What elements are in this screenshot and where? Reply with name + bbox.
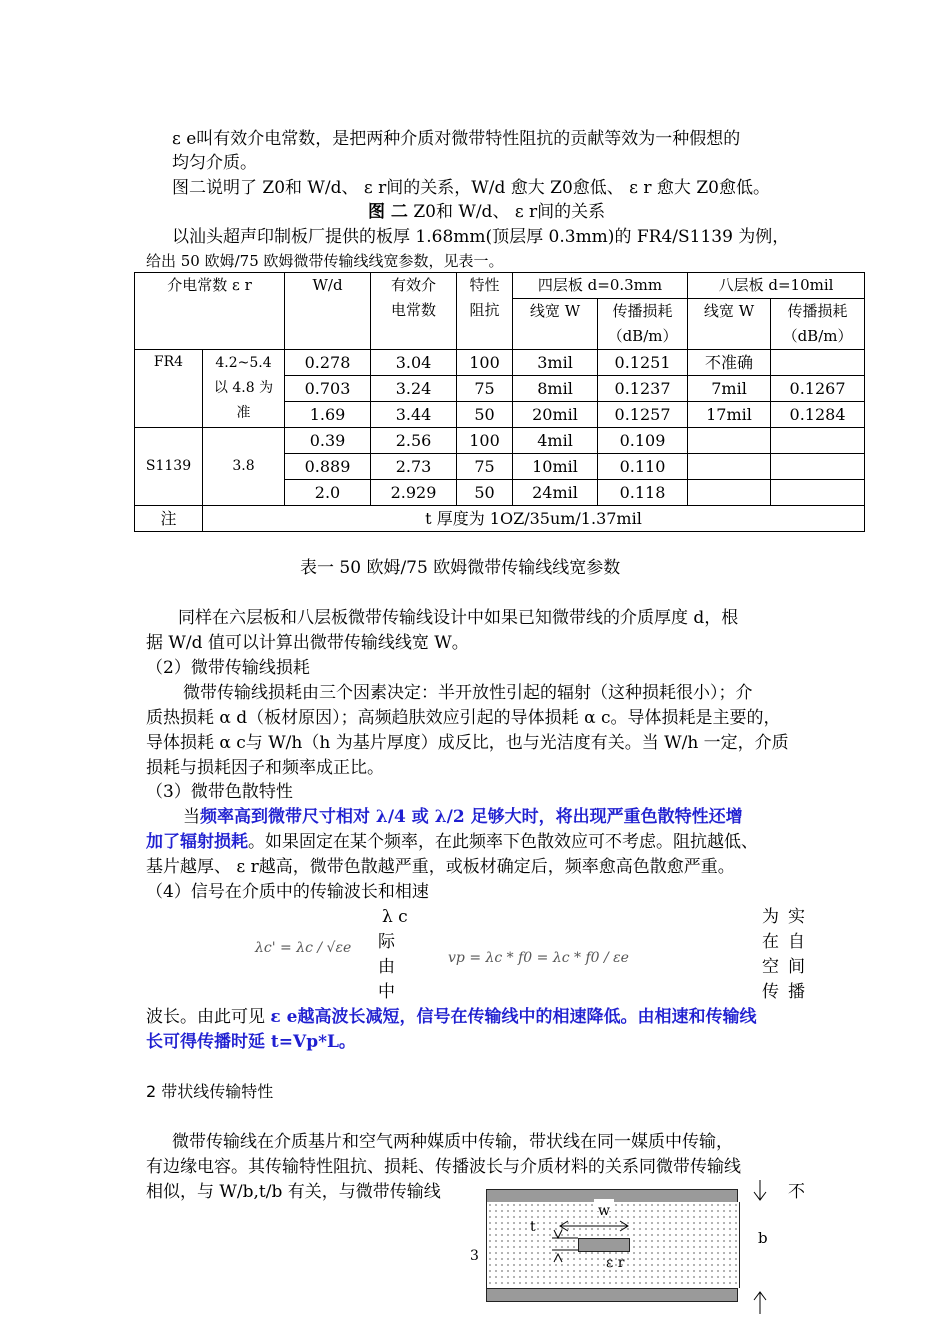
cell-l8: [771, 454, 865, 480]
note-text: t 厚度为 1OZ/35um/1.37mil: [203, 506, 865, 532]
label-epsilon-r: ε r: [606, 1255, 625, 1271]
wave-col-mid-4: 中: [378, 982, 395, 1002]
wave-col-right-b-4: 播: [788, 982, 805, 1002]
cell-eff: 2.929: [371, 480, 457, 506]
cell-w4: 10mil: [513, 454, 598, 480]
thickness-arrow-top: [554, 1230, 562, 1238]
fr4-er-line2: 以 4.8 为: [213, 380, 274, 396]
dispersion-highlight-1: 频率高到微带尺寸相对 λ/4 或 λ/2 足够大时，将出现严重色散特性还增: [200, 807, 743, 827]
cell-l4: 0.1251: [598, 350, 688, 376]
intro-line2: 均匀介质。: [172, 153, 257, 173]
figure-caption-label: 图 二: [368, 202, 408, 222]
cell-w4: 8mil: [513, 376, 598, 402]
header-eight-layer: 八层板 d=10mil: [688, 273, 865, 299]
cell-w4: 4mil: [513, 428, 598, 454]
wave-conclusion-highlight: ε e越高波长减短，信号在传输线中的相速降低。由相速和传输线: [270, 1007, 757, 1027]
stripline-heading: 2 带状线传输特性: [146, 1082, 274, 1101]
fr4-er-line1: 4.2~5.4: [215, 355, 272, 371]
cell-l4: 0.109: [598, 428, 688, 454]
table-row: [135, 428, 865, 454]
fr4-er-line3: 准: [236, 405, 251, 421]
wave-col-right-b-1: 实: [788, 907, 805, 927]
material-fr4: FR4: [135, 350, 203, 428]
dispersion-line1: [183, 805, 743, 829]
dispersion-highlight-2: 加了辐射损耗: [146, 832, 248, 852]
header-loss-four-unit: （dB/m）: [607, 327, 678, 345]
header-width-eight: 线宽 W: [688, 299, 771, 350]
stripline-line1: 微带传输线在介质基片和空气两种媒质中传输，带状线在同一媒质中传输，: [172, 1132, 733, 1152]
cell-l8: 0.1267: [771, 376, 865, 402]
dispersion-line3: 基片越厚、 ε r越高，微带色散越严重，或板材确定后，频率愈高色散愈严重。: [146, 857, 735, 877]
cell-w4: 24mil: [513, 480, 598, 506]
header-loss-four-label: 传播损耗: [612, 302, 673, 320]
stripline-line2: 有边缘电容。其传输特性阻抗、损耗、传播波长与介质材料的关系同微带传输线: [146, 1157, 741, 1177]
cell-eff: 3.44: [371, 402, 457, 428]
figure-description: 图二说明了 Z0和 W/d、 ε r间的关系，W/d 愈大 Z0愈低、 ε r 愈大 Z0愈低。: [172, 178, 770, 198]
label-t: t: [530, 1219, 536, 1235]
header-impedance: [457, 273, 513, 350]
cell-imp: 100: [457, 350, 513, 376]
material-s1139: S1139: [135, 428, 203, 506]
diagram-dimension-lines: [520, 1180, 800, 1320]
cell-imp: 50: [457, 402, 513, 428]
loss-heading: （2）微带传输线损耗: [146, 658, 310, 678]
fr4-dielectric-range: [203, 350, 285, 428]
microstrip-width-table: [134, 272, 865, 532]
header-imp-line1: 特性: [469, 276, 500, 294]
cell-wd: 1.69: [285, 402, 371, 428]
cell-wd: 0.889: [285, 454, 371, 480]
dispersion-rest: 。如果固定在某个频率，在此频率下色散效应可不考虑。阻抗越低、: [248, 832, 758, 852]
cell-w8: 17mil: [688, 402, 771, 428]
example-line1: 以汕头超声印制板厂提供的板厚 1.68mm(顶层厚 0.3mm)的 FR4/S1139 为例，: [172, 227, 790, 247]
cell-wd: 2.0: [285, 480, 371, 506]
cell-eff: 3.04: [371, 350, 457, 376]
dispersion-line2: [146, 830, 758, 854]
cell-wd: 0.703: [285, 376, 371, 402]
header-loss-eight-label: 传播损耗: [787, 302, 848, 320]
wave-col-right-a-1: 为: [762, 907, 779, 927]
cell-w8: [688, 428, 771, 454]
cell-eff: 3.24: [371, 376, 457, 402]
cell-wd: 0.278: [285, 350, 371, 376]
cell-l8: [771, 480, 865, 506]
header-four-layer: 四层板 d=0.3mm: [513, 273, 688, 299]
wave-col-mid-2: 际: [378, 932, 395, 952]
s1139-dielectric: 3.8: [203, 428, 285, 506]
page-number: 3: [470, 1248, 479, 1264]
cell-w4: 3mil: [513, 350, 598, 376]
cell-imp: 75: [457, 376, 513, 402]
cell-eff: 2.56: [371, 428, 457, 454]
table-caption: 表一 50 欧姆/75 欧姆微带传输线线宽参数: [300, 558, 621, 578]
cell-l4: 0.1257: [598, 402, 688, 428]
table-row: [135, 350, 865, 376]
intro-line1: ε e叫有效介电常数，是把两种介质对微带特性阻抗的贡献等效为一种假想的: [172, 129, 741, 149]
header-effective-dielectric: [371, 273, 457, 350]
figure-caption-text: Z0和 W/d、 ε r间的关系: [407, 202, 606, 222]
header-imp-line2: 阻抗: [469, 301, 500, 319]
wave-col-right-a-2: 在: [762, 932, 779, 952]
cell-w8: 7mil: [688, 376, 771, 402]
formula-wavelength: λc' = λc / √εe: [255, 940, 352, 956]
loss-line4: 损耗与损耗因子和频率成正比。: [146, 758, 384, 778]
wave-conclusion-line2: 长可得传播时延 t=Vp*L。: [146, 1032, 356, 1052]
width-para-line2: 据 W/d 值可以计算出微带传输线线宽 W。: [146, 633, 469, 653]
header-eff-line2: 电常数: [391, 301, 437, 319]
wave-conclusion-lead: 波长。由此可见: [146, 1007, 271, 1027]
width-para-line1: 同样在六层板和八层板微带传输线设计中如果已知微带线的介质厚度 d，根: [178, 608, 739, 628]
cell-l8: 0.1284: [771, 402, 865, 428]
formula-phase-velocity: vp = λc * f0 = λc * f0 / εe: [448, 950, 629, 966]
dispersion-heading: （3）微带色散特性: [146, 782, 293, 802]
wave-col-right-a-3: 空: [762, 957, 779, 977]
cell-l8: [771, 428, 865, 454]
header-loss-four: [598, 299, 688, 350]
note-label: 注: [135, 506, 203, 532]
wave-col-mid-3: 由: [378, 957, 395, 977]
stripline-line3: 相似，与 W/b,t/b 有关，与微带传输线: [146, 1182, 441, 1202]
cell-w8: [688, 480, 771, 506]
wave-col-right-b-2: 自: [788, 932, 805, 952]
wave-col-mid-1: λ c: [382, 907, 408, 927]
cell-eff: 2.73: [371, 454, 457, 480]
cell-w8: 不准确: [688, 350, 771, 376]
cell-w8: [688, 454, 771, 480]
cell-wd: 0.39: [285, 428, 371, 454]
cell-w4: 20mil: [513, 402, 598, 428]
example-line2: 给出 50 欧姆/75 欧姆微带传输线线宽参数，见表一。: [146, 252, 504, 270]
header-dielectric: 介电常数 ε r: [135, 273, 285, 350]
loss-line2: 质热损耗 α d（板材原因）；高频趋肤效应引起的导体损耗 α c。导体损耗是主要的，: [146, 708, 781, 728]
header-loss-eight: [771, 299, 865, 350]
wave-heading: （4）信号在介质中的传输波长和相速: [146, 882, 429, 902]
label-w: w: [598, 1203, 610, 1219]
dispersion-lead: 当: [183, 807, 200, 827]
cell-l4: 0.1237: [598, 376, 688, 402]
wave-col-right-b-3: 间: [788, 957, 805, 977]
wave-conclusion-line1: [146, 1005, 756, 1029]
figure-caption: [368, 200, 605, 224]
header-wd: W/d: [285, 273, 371, 350]
label-b: b: [758, 1229, 768, 1247]
header-width-four: 线宽 W: [513, 299, 598, 350]
cell-imp: 75: [457, 454, 513, 480]
loss-line1: 微带传输线损耗由三个因素决定：半开放性引起的辐射（这种损耗很小）；介: [183, 683, 753, 703]
cell-l4: 0.110: [598, 454, 688, 480]
cell-l4: 0.118: [598, 480, 688, 506]
cell-imp: 100: [457, 428, 513, 454]
loss-line3: 导体损耗 α c与 W/h（h 为基片厚度）成反比，也与光洁度有关。当 W/h 一定，介质: [146, 733, 789, 753]
header-eff-line1: 有效介: [391, 276, 437, 294]
table-note-row: [135, 506, 865, 532]
header-loss-eight-unit: （dB/m）: [782, 327, 853, 345]
thickness-arrow-bottom: [554, 1254, 562, 1262]
stripline-line3-end: 不: [788, 1182, 805, 1202]
cell-imp: 50: [457, 480, 513, 506]
wave-col-right-a-4: 传: [762, 982, 779, 1002]
cell-l8: [771, 350, 865, 376]
